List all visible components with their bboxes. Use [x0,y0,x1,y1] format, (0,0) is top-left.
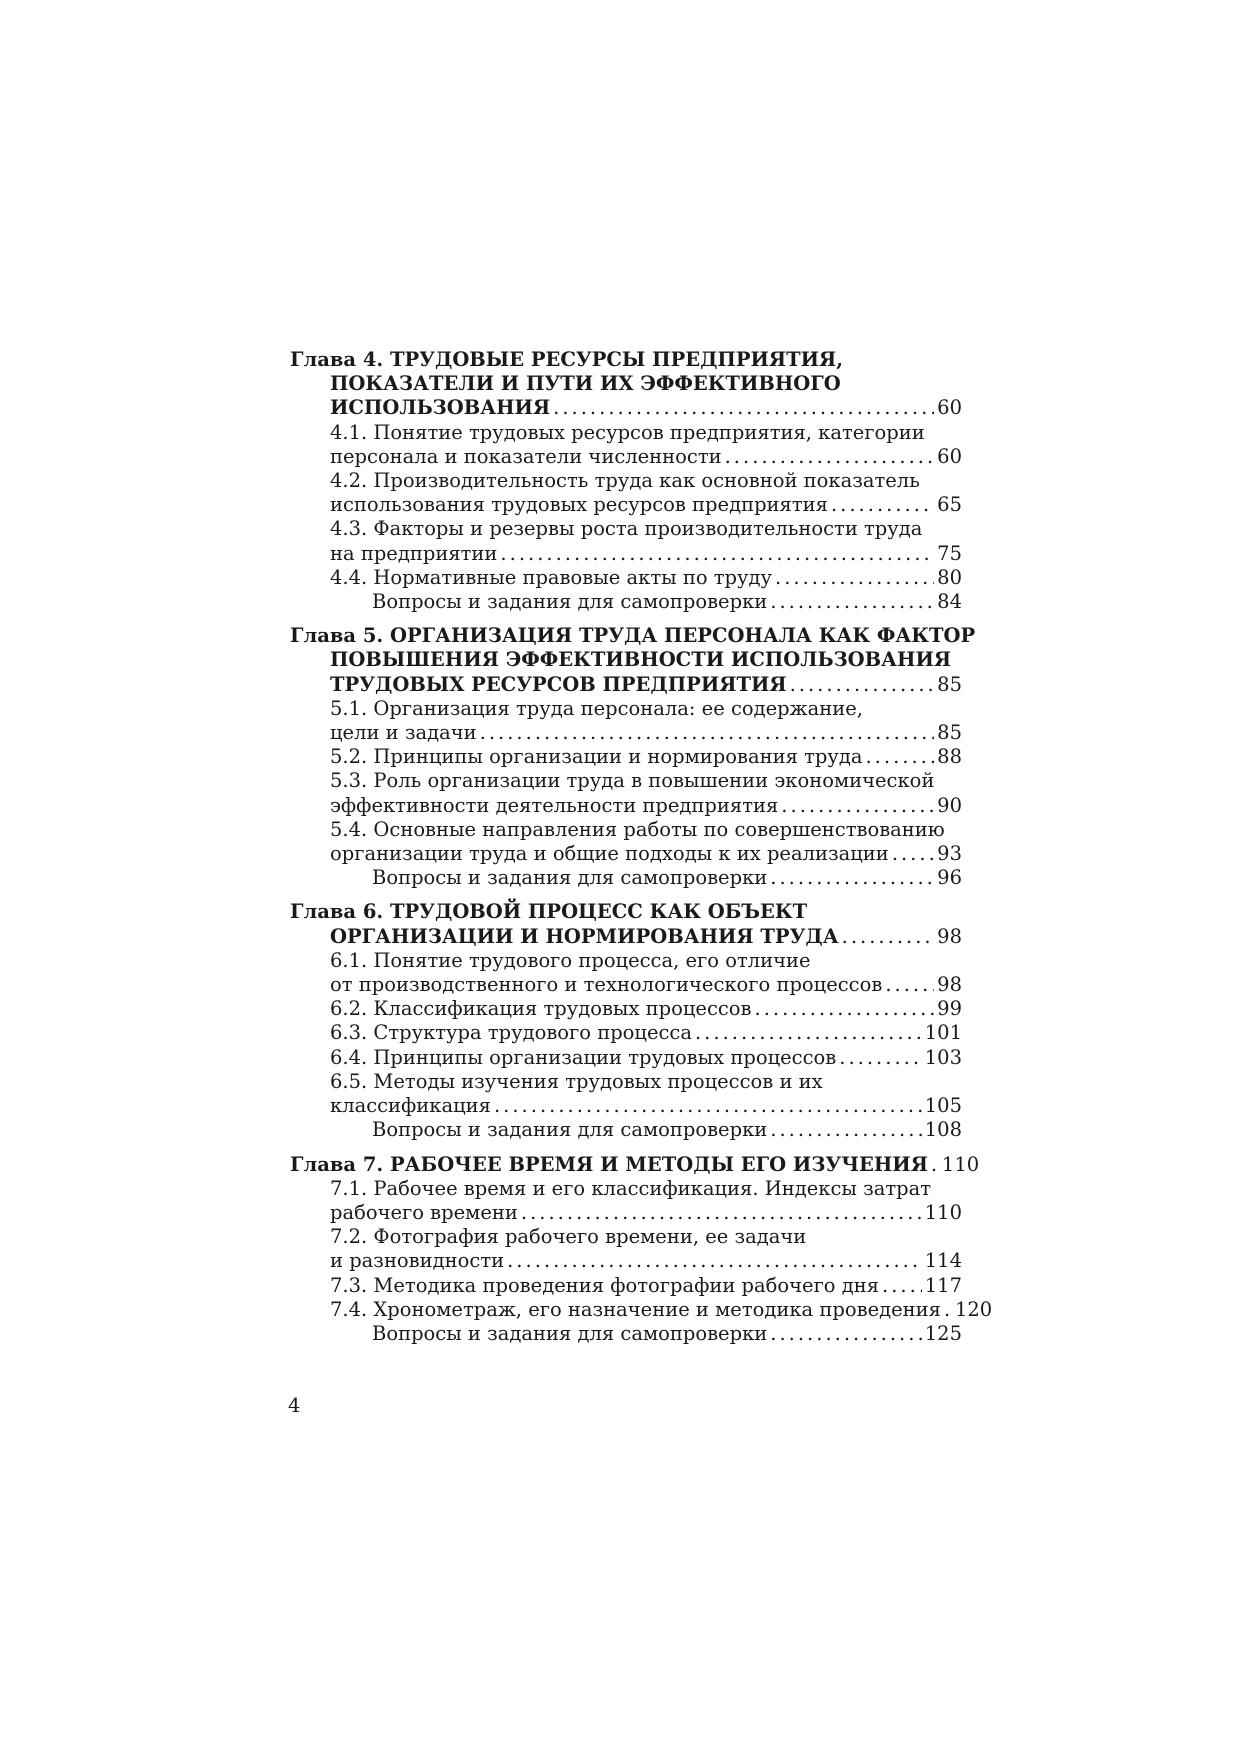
toc-section-line [290,721,962,745]
section-page-number: 110 [924,1200,962,1224]
leader-dots [775,566,934,590]
toc-section-line [290,1094,962,1118]
questions-page-number: 96 [937,866,962,890]
section-title-text: 6.4. Принципы организации трудовых процессов [330,1045,837,1069]
leader-dots [695,1021,922,1045]
chapter-title-line [290,348,962,372]
chapter-page-number: 98 [937,924,962,948]
section-title-text: 5.3. Роль организации труда в повышении экономической [330,769,935,793]
section-title-text: и разновидности [330,1249,505,1273]
toc-section-line [290,997,962,1021]
section-title-text: 6.2. Классификация трудовых процессов [330,997,752,1021]
section-title-text: на предприятии [330,541,498,565]
chapter-title-text: ОРГАНИЗАЦИИ И НОРМИРОВАНИЯ ТРУДА [330,924,839,948]
section-page-number: 101 [924,1021,962,1045]
section-page-number: 85 [937,721,962,745]
questions-title-text: Вопросы и задания для самопроверки [372,1321,768,1345]
section-title-text: 7.3. Методика проведения фотографии рабочего дня [330,1273,880,1297]
toc-section-line [290,794,962,818]
leader-dots [892,842,934,866]
chapter-title-line [290,900,962,924]
section-title-text: от производственного и технологического процессов [330,973,883,997]
leader-dots [865,745,934,769]
chapter-title-text: ТРУДОВЫХ РЕСУРСОВ ПРЕДПРИЯТИЯ [330,672,787,696]
toc-chapter [290,900,962,1142]
chapter-title-line [290,624,976,648]
chapter-page-number: 110 [941,1152,980,1176]
toc-chapter [290,624,976,890]
toc-section-line [290,818,962,842]
leader-dots [882,1274,922,1298]
section-title-text: использования трудовых ресурсов предприятия [330,493,828,517]
chapter-title-line [290,648,962,672]
leader-dots [781,794,934,818]
leader-dots [521,1201,922,1225]
toc-section-line [290,1070,962,1094]
section-page-number: 105 [924,1094,962,1118]
section-title-text: цели и задачи [330,721,477,745]
toc-section-line [290,1274,962,1298]
toc-questions-line [290,1118,962,1142]
section-page-number: 99 [937,997,962,1021]
section-title-text: классификация [330,1094,491,1118]
leader-dots [553,396,934,420]
chapter-label: Глава 4. [290,348,384,371]
section-title-text: персонала и показатели численности [330,444,722,468]
chapter-title-text: ПОВЫШЕНИЯ ЭФФЕКТИВНОСТИ ИСПОЛЬЗОВАНИЯ [330,648,952,672]
table-of-contents [290,348,993,1356]
chapter-label: Глава 5. [290,624,384,648]
questions-title-text: Вопросы и задания для самопроверки [372,866,768,890]
toc-questions-line [290,590,962,614]
toc-section-line [290,949,962,973]
section-page-number: 75 [937,541,962,565]
leader-dots [507,1249,922,1273]
chapter-title-line [290,1152,980,1177]
toc-section-line [290,1021,962,1045]
section-title-text: эффективности деятельности предприятия [330,793,779,817]
section-title-text: 7.1. Рабочее время и его классификация. Индексы затрат [330,1176,932,1200]
leader-dots [842,925,935,949]
chapter-title-text: РАБОЧЕЕ ВРЕМЯ И МЕТОДЫ ЕГО ИЗУЧЕНИЯ [389,1152,928,1176]
chapter-page-number: 85 [937,672,962,696]
questions-page-number: 84 [937,590,962,614]
section-title-text: 4.2. Производительность труда как основной показатель [330,469,920,493]
section-title-text: 6.1. Понятие трудового процесса, его отличие [330,948,811,972]
section-page-number: 60 [937,444,962,468]
section-title-text: 5.4. Основные направления работы по совершенствованию [330,817,945,841]
leader-dots [931,1153,939,1177]
section-page-number: 88 [937,745,962,769]
section-title-text: 7.2. Фотография рабочего времени, ее задачи [330,1225,807,1249]
section-title-text: 4.1. Понятие трудовых ресурсов предприятия, категории [330,420,925,444]
toc-section-line [290,493,962,517]
leader-dots [839,1046,922,1070]
leader-dots [725,445,935,469]
page-number: 4 [288,1394,301,1417]
chapter-title-line [290,673,962,697]
toc-chapter [290,1152,993,1347]
section-title-text: 6.3. Структура трудового процесса [330,1021,692,1045]
section-title-text: 7.4. Хронометраж, его назначение и методика проведения [330,1297,941,1321]
section-title-text: 5.2. Принципы организации и нормирования труда [330,745,863,769]
section-page-number: 114 [924,1249,962,1273]
section-page-number: 98 [937,973,962,997]
toc-section-line [290,842,962,866]
section-title-text: рабочего времени [330,1200,518,1224]
leader-dots [480,721,935,745]
chapter-title-text: ИСПОЛЬЗОВАНИЯ [330,396,551,420]
toc-section-line [290,1177,962,1201]
leader-dots [770,1322,922,1346]
toc-section-line [290,1046,962,1070]
leader-dots [770,590,934,614]
section-title-text: 4.3. Факторы и резервы роста производительности труда [330,517,923,541]
toc-section-line [290,542,962,566]
chapter-page-number: 60 [937,396,962,420]
leader-dots [885,973,934,997]
leader-dots [790,673,935,697]
section-title-text: 4.4. Нормативные правовые акты по труду [330,565,772,589]
toc-questions-line [290,1322,962,1346]
toc-section-line [290,973,962,997]
toc-section-line [290,566,962,590]
section-page-number: 80 [937,565,962,589]
toc-section-line [290,769,962,793]
toc-section-line [290,421,962,445]
chapter-title-line [290,372,962,396]
section-page-number: 117 [924,1273,962,1297]
toc-section-line [290,697,962,721]
toc-section-line [290,745,962,769]
section-title-text: организации труда и общие подходы к их реализации [330,842,889,866]
questions-page-number: 125 [924,1321,962,1345]
chapter-label: Глава 6. [290,900,384,924]
section-page-number: 103 [924,1045,962,1069]
leader-dots [770,1118,922,1142]
leader-dots [944,1298,952,1322]
chapter-title-text: ОРГАНИЗАЦИЯ ТРУДА ПЕРСОНАЛА КАК ФАКТОР [389,624,976,648]
chapter-title-text: ПОКАЗАТЕЛИ И ПУТИ ИХ ЭФФЕКТИВНОГО [330,372,841,396]
chapter-label: Глава 7. [290,1152,384,1176]
section-title-text: 6.5. Методы изучения трудовых процессов и их [330,1069,823,1093]
toc-section-line [290,1201,962,1225]
questions-title-text: Вопросы и задания для самопроверки [372,1118,768,1142]
toc-chapter [290,348,962,614]
questions-page-number: 108 [924,1118,962,1142]
toc-section-line [290,1225,962,1249]
toc-section-line [290,1249,962,1273]
toc-section-line [290,445,962,469]
section-page-number: 65 [937,493,962,517]
toc-section-line [290,1297,993,1322]
chapter-title-text: ТРУДОВОЙ ПРОЦЕСС КАК ОБЪЕКТ [389,900,808,924]
chapter-title-text: ТРУДОВЫЕ РЕСУРСЫ ПРЕДПРИЯТИЯ, [389,348,844,371]
chapter-title-line [290,396,962,420]
toc-section-line [290,517,962,541]
chapter-title-line [290,925,962,949]
section-title-text: 5.1. Организация труда персонала: ее содержание, [330,696,863,720]
leader-dots [831,493,934,517]
leader-dots [500,542,934,566]
toc-questions-line [290,866,962,890]
questions-title-text: Вопросы и задания для самопроверки [372,590,768,614]
leader-dots [770,866,934,890]
section-page-number: 93 [937,842,962,866]
leader-dots [755,997,935,1021]
leader-dots [494,1094,922,1118]
toc-section-line [290,469,962,493]
section-page-number: 90 [937,793,962,817]
section-page-number: 120 [954,1297,993,1321]
